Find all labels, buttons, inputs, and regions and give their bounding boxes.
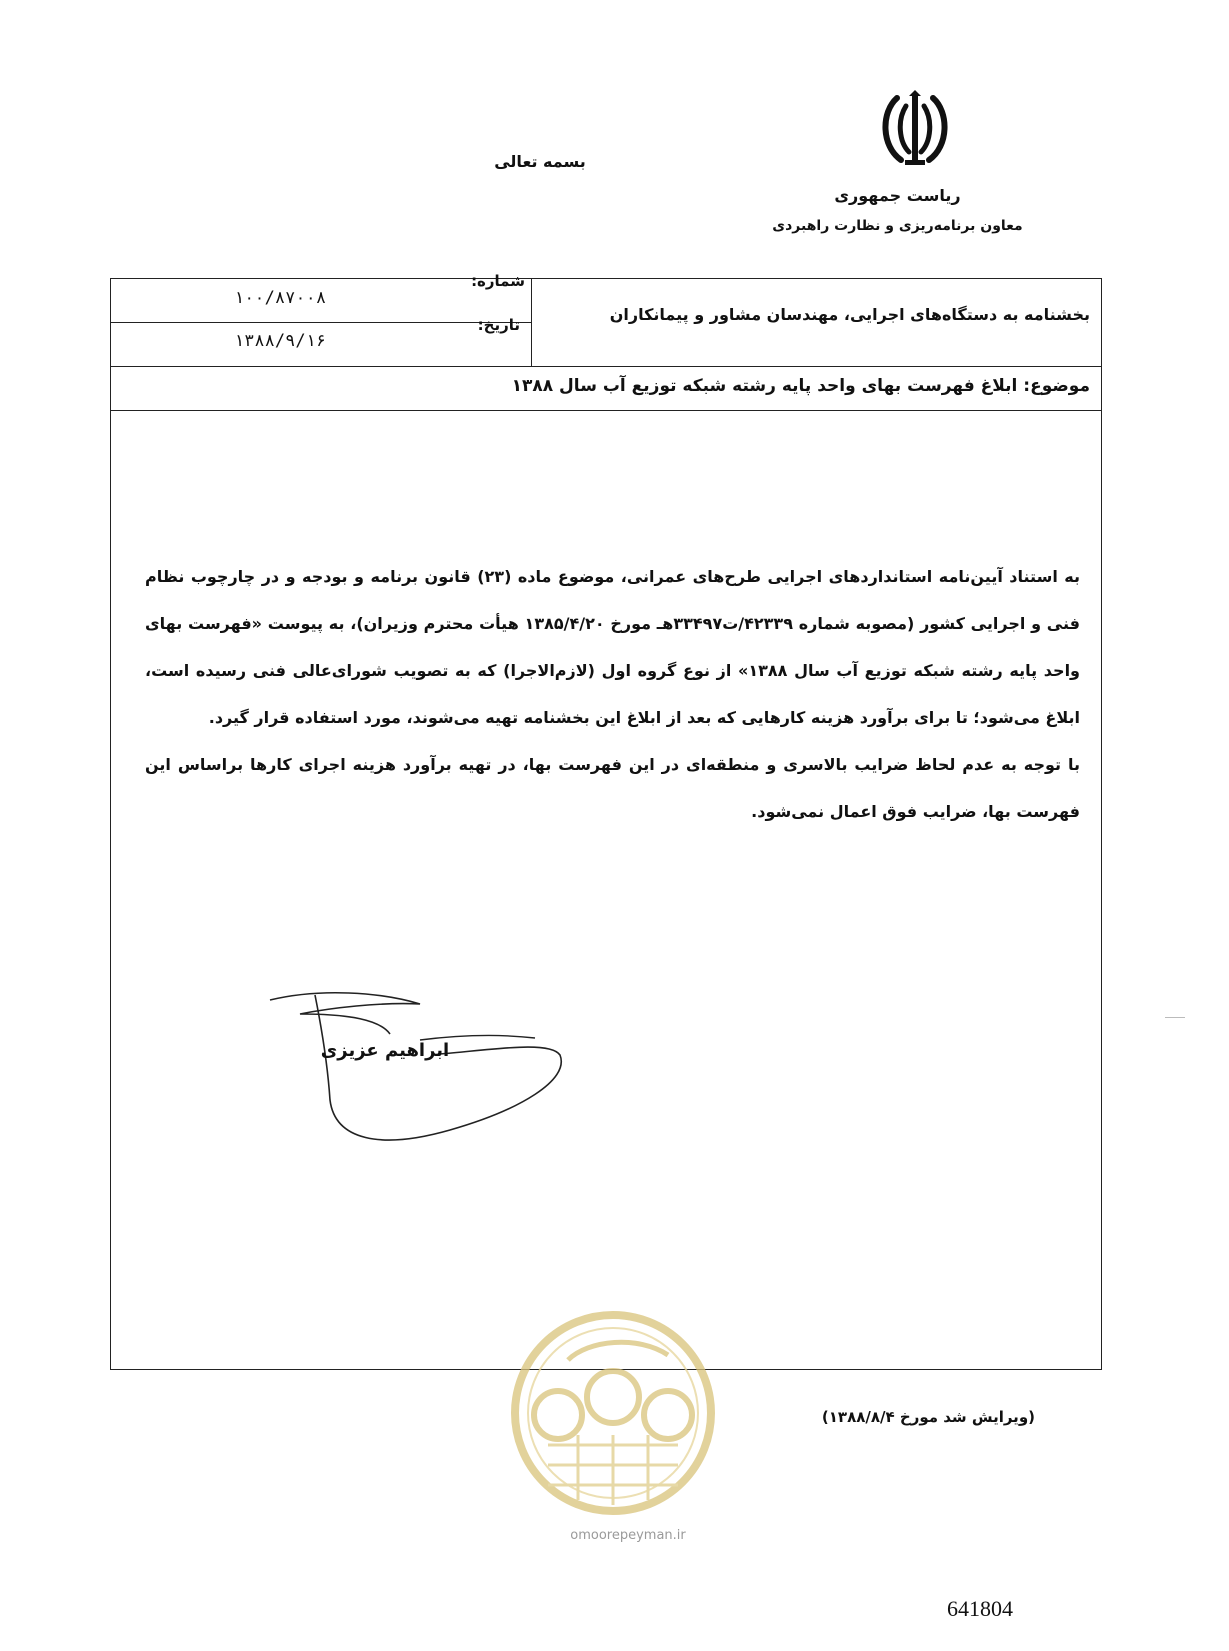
issuer-line-presidency: ریاست جمهوری	[834, 186, 961, 205]
body-paragraph-2: با توجه به عدم لحاظ ضرایب بالاسری و منطقه‌ای در این فهرست بها، در تهیه برآورد هزینه اجرای کارها براساس این فهرست بها، ضرایب فوق اعمال نمی‌شود.	[145, 755, 1080, 821]
signature-scribble-icon	[260, 990, 600, 1160]
issuer-line-deputy: معاون برنامه‌ریزی و نظارت راهبردی	[772, 218, 1023, 234]
iran-emblem-icon	[875, 90, 955, 170]
revision-note: (ویرایش شد مورخ ۱۳۸۸/۸/۴)	[821, 1408, 1035, 1426]
date-value: ۱۳۸۸/۹/۱۶	[233, 331, 327, 351]
number-label: شماره:	[471, 272, 525, 290]
recipients-line: بخشنامه به دستگاه‌های اجرایی، مهندسان مشاور و پیمانکاران	[609, 305, 1090, 324]
subject-line: موضوع: ابلاغ فهرست بهای واحد پایه رشته شبکه توزیع آب سال ۱۳۸۸	[511, 376, 1090, 396]
signatory-name: ابراهیم عزیزی	[320, 1040, 450, 1061]
website-watermark: omoorepeyman.ir	[570, 1528, 686, 1543]
document-number: 641804	[947, 1596, 1013, 1621]
date-label: تاریخ:	[477, 316, 520, 334]
bismillah-heading: بسمه تعالی	[494, 152, 586, 171]
omoor-peyman-seal-icon	[508, 1305, 718, 1520]
header-divider	[110, 366, 1102, 367]
letter-body	[145, 553, 1080, 835]
number-value: ۱۰۰/۸۷۰۰۸	[233, 288, 327, 308]
issuer-block	[770, 185, 1025, 237]
subject-divider	[110, 410, 1102, 411]
body-paragraph-1: به استناد آیین‌نامه استانداردهای اجرایی طرح‌های عمرانی، موضوع ماده (۲۳) قانون برنامه و بودجه و در چارچوب نظام فنی و اجرایی کشور (مصوبه شماره ۴۲۳۳۹/ت۳۳۴۹۷هـ مورخ ۱۳۸۵/۴/۲۰ هیأت محترم وزیران)، به پیوست «فهرست بهای واحد پایه رشته شبکه توزیع آب سال ۱۳۸۸» از نوع گروه اول (لازم‌الاجرا) که به تصویب شورای‌عالی فنی رسیده است، ابلاغ می‌شود؛ تا برای برآورد هزینه کارهایی که بعد از ابلاغ این بخشنامه تهیه می‌شوند، مورد استفاده قرار گیرد.	[145, 567, 1081, 727]
attachment-title: فهرست بهای واحد پایه رشته شبکه توزیع آب سال ۱۳۸۸	[145, 614, 1081, 680]
margin-mark	[1165, 1017, 1185, 1018]
